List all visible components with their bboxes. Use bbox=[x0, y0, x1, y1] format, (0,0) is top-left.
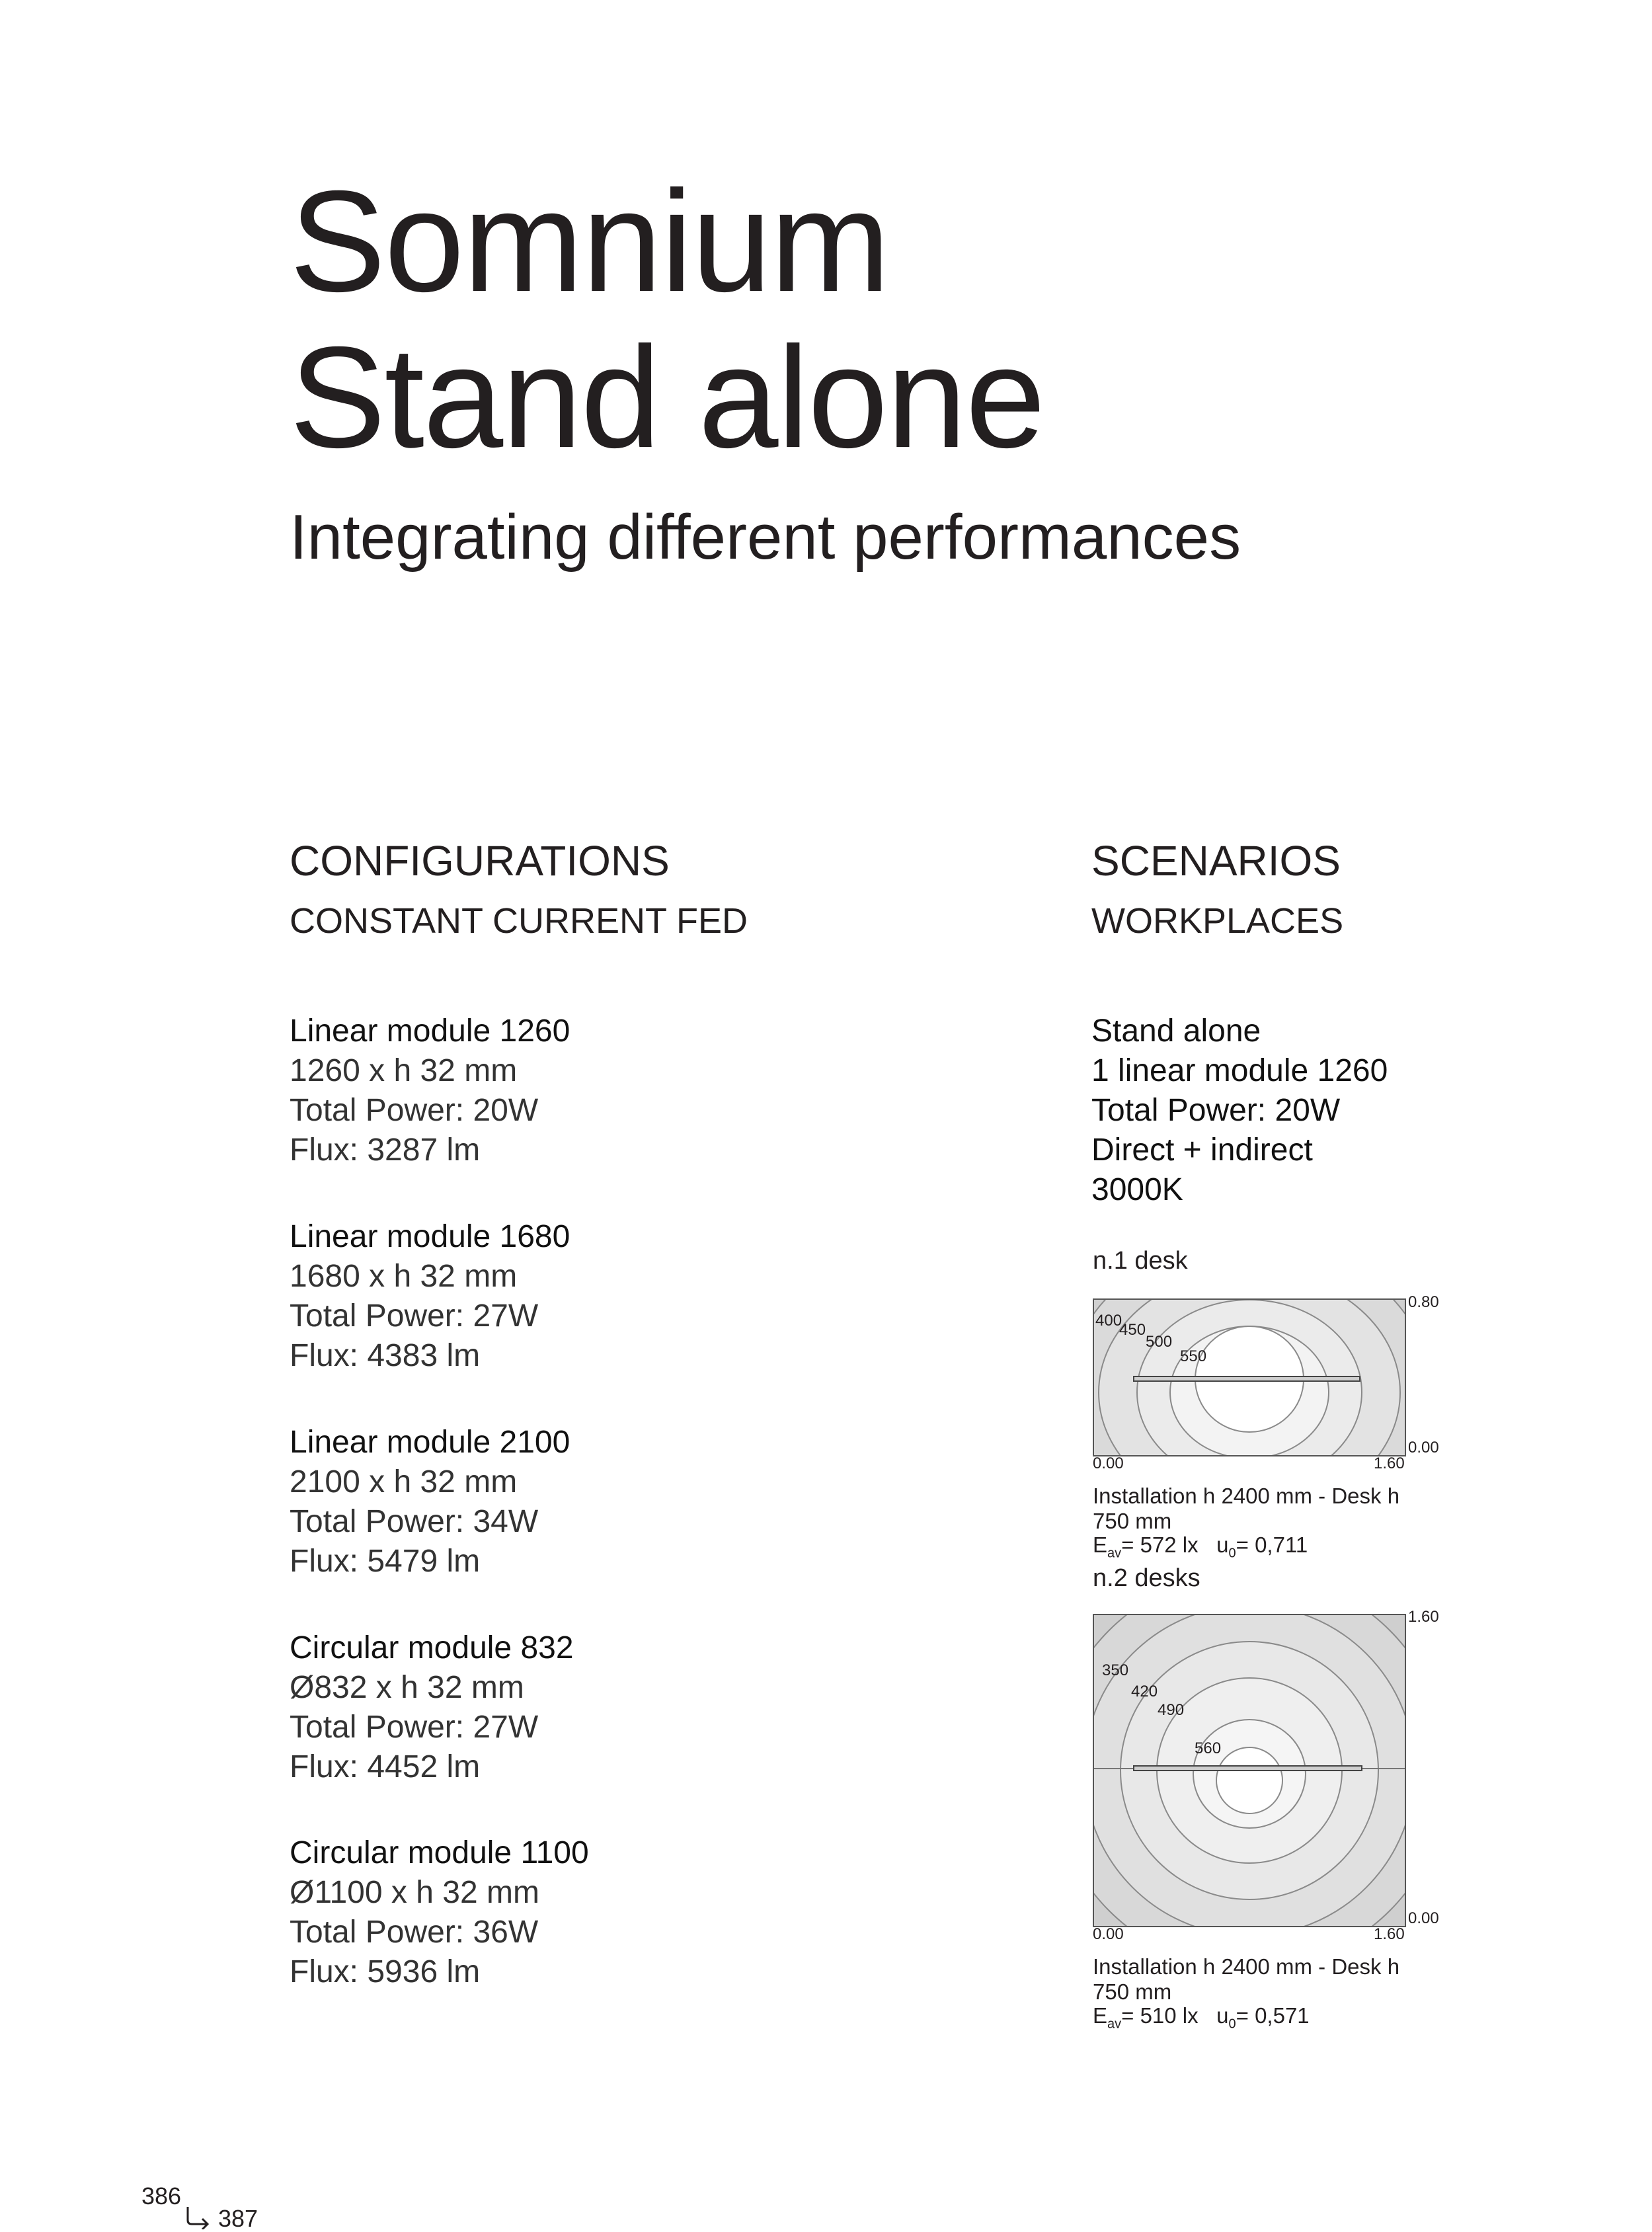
module-name: Circular module 832 bbox=[290, 1630, 574, 1665]
module-size: 1260 x h 32 mm bbox=[290, 1053, 518, 1088]
x-axis-right-label: 1.60 bbox=[1374, 1925, 1405, 1943]
scenario-line: Direct + indirect bbox=[1091, 1133, 1313, 1168]
y-axis-top-label: 1.60 bbox=[1408, 1608, 1439, 1626]
diagram-1-label: n.1 desk bbox=[1093, 1247, 1188, 1275]
contour-ring bbox=[1216, 1747, 1282, 1814]
isolux-contours-2 bbox=[1094, 1615, 1405, 1926]
u0-subscript: 0 bbox=[1228, 2016, 1236, 2032]
module-power: Total Power: 36W bbox=[290, 1915, 539, 1950]
y-axis-bottom-label: 0.00 bbox=[1408, 1909, 1439, 1927]
eav-subscript: av bbox=[1107, 1546, 1122, 1561]
isolux-plot-1 bbox=[1093, 1298, 1406, 1456]
installation-note-1: Installation h 2400 mm - Desk h 750 mm bbox=[1093, 1484, 1400, 1533]
module-flux: Flux: 5936 lm bbox=[290, 1954, 481, 1989]
contour-label: 550 bbox=[1180, 1347, 1207, 1365]
page-number-left: 386 bbox=[141, 2182, 182, 2210]
module-name: Linear module 1680 bbox=[290, 1219, 570, 1254]
x-axis-right-label: 1.60 bbox=[1374, 1455, 1405, 1472]
scenario-line: Total Power: 20W bbox=[1091, 1093, 1341, 1128]
title-line-2: Stand alone bbox=[290, 317, 1044, 478]
contour-label: 450 bbox=[1119, 1321, 1146, 1339]
module-flux: Flux: 3287 lm bbox=[290, 1133, 481, 1168]
module-size: Ø832 x h 32 mm bbox=[290, 1670, 524, 1705]
contour-label: 420 bbox=[1131, 1683, 1158, 1700]
contour-label: 560 bbox=[1195, 1739, 1222, 1757]
u0-symbol: u bbox=[1216, 1533, 1229, 1557]
scenario-line: 1 linear module 1260 bbox=[1091, 1053, 1388, 1088]
arrow-hook-right-icon bbox=[185, 2206, 213, 2229]
y-axis-bottom-label: 0.00 bbox=[1408, 1439, 1439, 1456]
module-size: Ø1100 x h 32 mm bbox=[290, 1875, 539, 1910]
page-number-right: 387 bbox=[218, 2205, 258, 2232]
u0-value: = 0,711 bbox=[1236, 1533, 1308, 1557]
contour-label: 500 bbox=[1146, 1333, 1173, 1351]
module-size: 1680 x h 32 mm bbox=[290, 1259, 518, 1294]
module-block bbox=[290, 1012, 570, 1170]
module-flux: Flux: 5479 lm bbox=[290, 1544, 481, 1579]
module-name: Circular module 1100 bbox=[290, 1835, 589, 1870]
eav-value: = 510 lx bbox=[1121, 2003, 1199, 2028]
scenarios-heading: SCENARIOS bbox=[1091, 837, 1341, 885]
module-name: Linear module 1260 bbox=[290, 1014, 570, 1049]
eav-value: = 572 lx bbox=[1121, 1533, 1199, 1557]
module-power: Total Power: 34W bbox=[290, 1504, 539, 1539]
u0-subscript: 0 bbox=[1228, 1546, 1236, 1561]
module-block bbox=[290, 1833, 589, 1992]
illuminance-values-2 bbox=[1093, 2003, 1310, 2037]
installation-note-2: Installation h 2400 mm - Desk h 750 mm bbox=[1093, 1954, 1400, 2004]
module-name: Linear module 2100 bbox=[290, 1425, 570, 1460]
module-flux: Flux: 4383 lm bbox=[290, 1338, 481, 1373]
scenarios-subheading: WORKPLACES bbox=[1091, 901, 1344, 941]
isolux-plot-2 bbox=[1093, 1614, 1406, 1927]
title-line-1: Somnium bbox=[290, 161, 889, 322]
y-axis-top-label: 0.80 bbox=[1408, 1293, 1439, 1311]
x-axis-left-label: 0.00 bbox=[1093, 1455, 1124, 1472]
illuminance-values-1 bbox=[1093, 1533, 1308, 1566]
contour-label: 490 bbox=[1158, 1701, 1185, 1719]
luminaire bbox=[1134, 1376, 1360, 1381]
module-power: Total Power: 27W bbox=[290, 1710, 539, 1745]
u0-symbol: u bbox=[1216, 2003, 1229, 2028]
contour-label: 350 bbox=[1102, 1661, 1129, 1679]
eav-subscript: av bbox=[1107, 2016, 1122, 2032]
module-block bbox=[290, 1217, 570, 1376]
module-block bbox=[290, 1423, 570, 1581]
configurations-subheading: CONSTANT CURRENT FED bbox=[290, 901, 748, 941]
configurations-heading: CONFIGURATIONS bbox=[290, 837, 670, 885]
eav-symbol: E bbox=[1093, 2003, 1108, 2028]
eav-symbol: E bbox=[1093, 1533, 1108, 1557]
x-axis-left-label: 0.00 bbox=[1093, 1925, 1124, 1943]
page-subtitle: Integrating different performances bbox=[290, 502, 1241, 573]
diagram-2-label: n.2 desks bbox=[1093, 1564, 1200, 1592]
module-size: 2100 x h 32 mm bbox=[290, 1464, 518, 1499]
scenario-line: Stand alone bbox=[1091, 1014, 1261, 1049]
scenario-line: 3000K bbox=[1091, 1172, 1183, 1207]
module-block bbox=[290, 1628, 574, 1787]
luminaire bbox=[1134, 1766, 1362, 1771]
module-flux: Flux: 4452 lm bbox=[290, 1749, 481, 1784]
module-power: Total Power: 27W bbox=[290, 1298, 539, 1334]
page-title bbox=[290, 161, 1044, 478]
u0-value: = 0,571 bbox=[1236, 2003, 1310, 2028]
contour-label: 400 bbox=[1095, 1312, 1122, 1330]
module-power: Total Power: 20W bbox=[290, 1093, 539, 1128]
scenario-description bbox=[1091, 1012, 1388, 1210]
